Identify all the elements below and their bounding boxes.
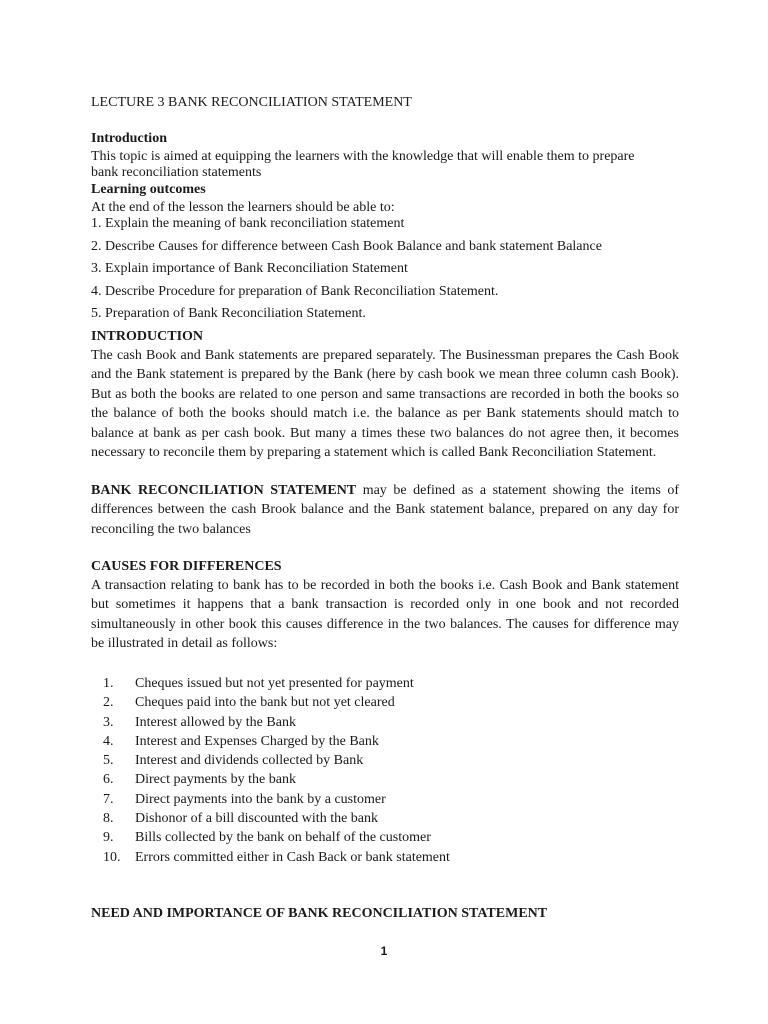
- outcome-item: 4. Describe Procedure for preparation of Bank Reconciliation Statement.: [91, 284, 499, 299]
- list-number: 3.: [103, 714, 114, 730]
- list-number: 4.: [103, 733, 114, 749]
- list-number: 6.: [103, 772, 114, 788]
- causes-paragraph: A transaction relating to bank has to be recorded in both the books i.e. Cash Book and Bank statement but sometimes it happens that a bank transaction is recorded only in one book and not recorded simultaneously in other book this causes difference in the two balances. The causes for difference may be illustrated in detail as follows:: [91, 578, 679, 652]
- list-item: [103, 674, 450, 693]
- list-number: 5.: [103, 753, 114, 769]
- list-number: 9.: [103, 830, 114, 846]
- lecture-title: LECTURE 3 BANK RECONCILIATION STATEMENT: [91, 95, 412, 110]
- list-text: Interest and Expenses Charged by the Bank: [135, 733, 379, 749]
- list-text: Errors committed either in Cash Back or bank statement: [135, 849, 450, 865]
- brs-definition-paragraph: [91, 481, 679, 539]
- need-importance-heading: NEED AND IMPORTANCE OF BANK RECONCILIATION STATEMENT: [91, 906, 548, 921]
- list-item: [103, 751, 450, 770]
- intro-paragraph: The cash Book and Bank statements are prepared separately. The Businessman prepares the Cash Book and the Bank statement is prepared by the Bank (here by cash book we mean three column cash Book). But as both the books are related to one person and same transactions are recorded in both the books so the balance of both the books should match i.e. the balance as per Bank statements should match to balance at bank as per cash book. But many a times these two balances do not agree then, it becomes necessary to reconcile them by preparing a statement which is called Bank Reconciliation Statement.: [91, 348, 679, 461]
- list-item: [103, 809, 450, 828]
- list-text: Direct payments by the bank: [135, 772, 296, 788]
- brs-term: BANK RECONCILIATION STATEMENT: [91, 483, 357, 498]
- list-text: Cheques issued but not yet presented for payment: [135, 676, 414, 691]
- list-number: 2.: [103, 695, 114, 711]
- list-item: [103, 732, 450, 751]
- introduction-caps-heading: INTRODUCTION: [91, 329, 204, 344]
- list-item: [103, 790, 450, 809]
- intro-line-2: bank reconciliation statements: [91, 165, 262, 180]
- brs-definition: may be defined as a statement showing the items of differences between the cash Brook balance and the Bank statement balance, prepared on any day for reconciling the two balances: [91, 483, 679, 537]
- list-item: [103, 770, 450, 789]
- list-number: 8.: [103, 811, 114, 827]
- list-item: [103, 828, 450, 847]
- list-item: [103, 848, 450, 867]
- list-text: Dishonor of a bill discounted with the bank: [135, 811, 379, 827]
- page-number: 1: [380, 944, 388, 958]
- list-text: Direct payments into the bank by a customer: [135, 791, 386, 807]
- outcome-item: 1. Explain the meaning of bank reconciliation statement: [91, 216, 405, 231]
- list-item: [103, 713, 450, 732]
- outcome-item: 3. Explain importance of Bank Reconciliation Statement: [91, 261, 408, 276]
- introduction-heading: Introduction: [91, 131, 167, 146]
- causes-heading: CAUSES FOR DIFFERENCES: [91, 559, 282, 574]
- learning-outcomes-heading: Learning outcomes: [91, 182, 206, 197]
- list-item: [103, 693, 450, 712]
- outcomes-lead: At the end of the lesson the learners should be able to:: [91, 200, 395, 215]
- list-text: Bills collected by the bank on behalf of the customer: [135, 830, 431, 846]
- list-number: 10.: [103, 849, 121, 865]
- list-text: Interest allowed by the Bank: [135, 714, 296, 730]
- causes-list: [103, 674, 450, 867]
- list-text: Cheques paid into the bank but not yet cleared: [135, 695, 395, 711]
- list-number: 1.: [103, 676, 114, 691]
- outcome-item: 5. Preparation of Bank Reconciliation Statement.: [91, 306, 366, 321]
- list-number: 7.: [103, 791, 114, 807]
- outcome-item: 2. Describe Causes for difference between Cash Book Balance and bank statement Balance: [91, 239, 602, 254]
- intro-line-1: This topic is aimed at equipping the learners with the knowledge that will enable them to prepare: [91, 149, 635, 164]
- list-text: Interest and dividends collected by Bank: [135, 753, 364, 769]
